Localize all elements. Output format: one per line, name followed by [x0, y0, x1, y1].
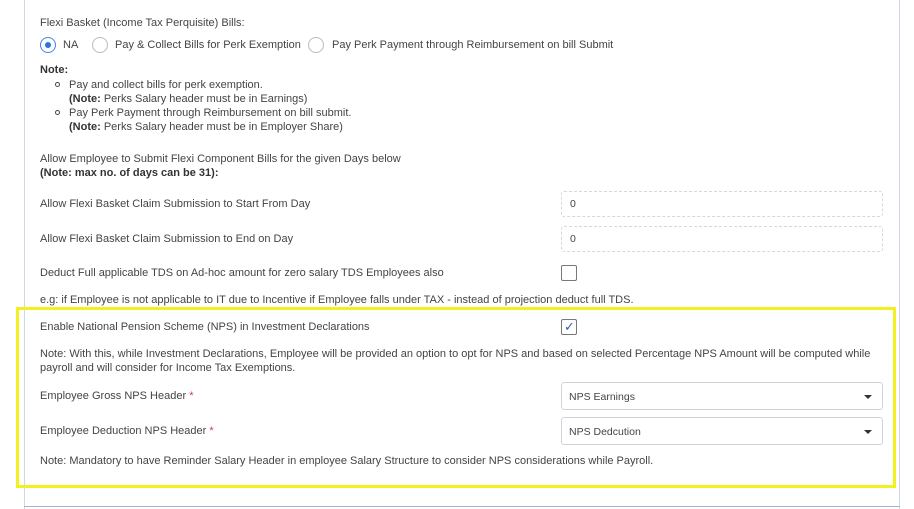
bullet-icon — [55, 110, 60, 115]
deduction-nps-label: Employee Deduction NPS Header * — [40, 425, 214, 437]
end-day-input[interactable] — [561, 226, 883, 252]
start-day-input[interactable] — [561, 191, 883, 217]
gross-nps-select[interactable] — [561, 382, 883, 410]
panel-right-border — [899, 0, 900, 509]
nps-note-line2: payroll and will consider for Income Tax Exemptions. — [40, 362, 296, 374]
note1-sub: (Note: Perks Salary header must be in Earnings) — [69, 93, 308, 105]
note2-sub: (Note: Perks Salary header must be in Employer Share) — [69, 121, 343, 133]
chevron-down-icon — [864, 395, 872, 399]
days-intro-note: (Note: max no. of days can be 31): — [40, 167, 219, 179]
bullet-icon — [55, 82, 60, 87]
nps-enable-label: Enable National Pension Scheme (NPS) in Investment Declarations — [40, 321, 370, 333]
required-asterisk: * — [209, 425, 214, 437]
next-panel-border — [24, 506, 900, 507]
chevron-down-icon — [864, 430, 872, 434]
note-heading: Note: — [40, 64, 69, 76]
nps-enable-checkbox[interactable] — [561, 319, 577, 335]
days-intro: Allow Employee to Submit Flexi Component Bills for the given Days below — [40, 153, 401, 165]
required-asterisk: * — [189, 390, 194, 402]
radio-na-label[interactable]: NA — [63, 39, 79, 51]
gross-nps-label: Employee Gross NPS Header * — [40, 390, 194, 402]
gross-nps-select-value: NPS Earnings — [569, 391, 635, 403]
tds-label: Deduct Full applicable TDS on Ad-hoc amount for zero salary TDS Employees also — [40, 267, 444, 279]
checkmark-icon: ✓ — [564, 319, 575, 334]
tds-example: e.g: if Employee is not applicable to IT due to Incentive if Employee falls under TAX - instead of projection deduct full TDS. — [40, 294, 634, 306]
note2-line: Pay Perk Payment through Reimbursement on bill submit. — [69, 107, 352, 119]
radio-pay-collect-label[interactable]: Pay & Collect Bills for Perk Exemption — [115, 39, 301, 51]
deduction-nps-select-value: NPS Dedcution — [569, 426, 641, 438]
radio-reimbursement[interactable] — [308, 37, 324, 53]
end-day-label: Allow Flexi Basket Claim Submission to End on Day — [40, 233, 294, 245]
radio-reimbursement-label[interactable]: Pay Perk Payment through Reimbursement on bill Submit — [332, 39, 614, 51]
flexi-basket-title: Flexi Basket (Income Tax Perquisite) Bills: — [40, 17, 245, 29]
nps-note-line1: Note: With this, while Investment Declarations, Employee will be provided an option to opt for NPS and based on selected Percentage NPS Amount will be computed while — [40, 348, 871, 360]
radio-na[interactable] — [40, 37, 56, 53]
start-day-label: Allow Flexi Basket Claim Submission to Start From Day — [40, 198, 311, 210]
deduction-nps-select[interactable] — [561, 417, 883, 445]
radio-pay-collect[interactable] — [92, 37, 108, 53]
tds-checkbox[interactable] — [561, 265, 577, 281]
note1-line: Pay and collect bills for perk exemption. — [69, 79, 263, 91]
nps-footer-note: Note: Mandatory to have Reminder Salary Header in employee Salary Structure to consider NPS considerations while Payroll. — [40, 455, 654, 467]
